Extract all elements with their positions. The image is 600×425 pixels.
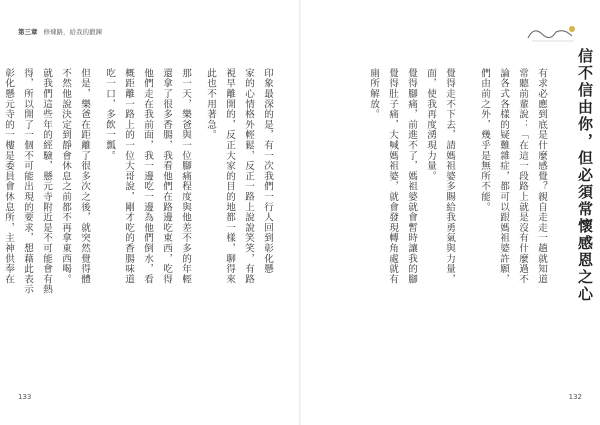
- text-column: 但是，樂爸在距離了很多次之後，就突然覺得體: [79, 68, 90, 285]
- text-column: 覺得肚子痛，大喊媽祖婆，就會發現轉角處就有: [387, 68, 398, 285]
- text-column: 廁所解放。: [368, 68, 379, 120]
- right-text-body: [312, 68, 548, 388]
- text-column: 論各式各樣的疑難雜症，都可以跟媽祖婆許願，: [498, 68, 509, 285]
- text-column: 得，所以開了一個不可能出現的要求，想藉此表示: [22, 68, 33, 295]
- text-column: 吃一口，多飲一瓢。: [104, 68, 115, 161]
- text-column: 們由前之外，幾乎是無所不能。: [479, 68, 490, 213]
- text-column: 視早離開的，反正大家的目的地都一樣，聊得來: [224, 68, 235, 285]
- paragraph-gap: [462, 68, 472, 388]
- text-column: 覺得走不下去，請媽祖婆多賜給我勇氣與力量，: [444, 68, 455, 285]
- text-column: 概距離一路上的一位大哥說，剛才吃的香腸味道: [123, 68, 134, 285]
- text-column: 有求必應到底是什麼感覺？親自走走一趟就知道: [536, 68, 547, 285]
- text-column: 他們走在我前面，我一邊吃一邊為他們倒水，看: [142, 68, 153, 285]
- brand-logo-icon: [524, 22, 580, 44]
- page-number-left: 133: [18, 393, 32, 401]
- text-column: 家的心情格外輕鬆，反正一路上說說笑笑，有路: [243, 68, 254, 285]
- chapter-title: 修煉路，給我的鍛鍊: [43, 28, 102, 36]
- text-column: 印象最深的是，有一次我們一行人回到彰化懸: [262, 68, 273, 274]
- text-column: 面，使我再度湧現力量。: [425, 68, 436, 182]
- text-column: 常聽前輩說：「在這一段路上就是沒有什麼過不: [517, 68, 528, 285]
- left-text-body: [3, 68, 274, 388]
- chapter-number: 第三章: [18, 28, 38, 36]
- text-column: 此也不用著急。: [205, 68, 216, 141]
- page-number-right: 132: [568, 393, 582, 401]
- text-column: 那一天，樂爸與一位腳痛程度與他差不多的年輕: [180, 68, 191, 285]
- text-column: 還拿了很多香腸，我看他們在路邊吃東西，吃得: [161, 68, 172, 285]
- text-column: 彰化懸元寺的一樓是委員會休息所，主神供奉在: [3, 68, 14, 285]
- article-heading: 信不信由你，但必須常懷感恩之心: [576, 48, 594, 303]
- right-page: [300, 0, 600, 425]
- brand-logo: [524, 22, 580, 44]
- text-column: 就我們這些年的經驗，懸元寺附近是不可能會有熱: [41, 68, 52, 295]
- text-column: 不然他說決定到靜會休息之前都不再拿東西喝。: [60, 68, 71, 285]
- chapter-header: [18, 27, 102, 36]
- text-column: 覺得腳痛，前進不了，媽祖婆就會暫時讓我的腳: [406, 68, 417, 285]
